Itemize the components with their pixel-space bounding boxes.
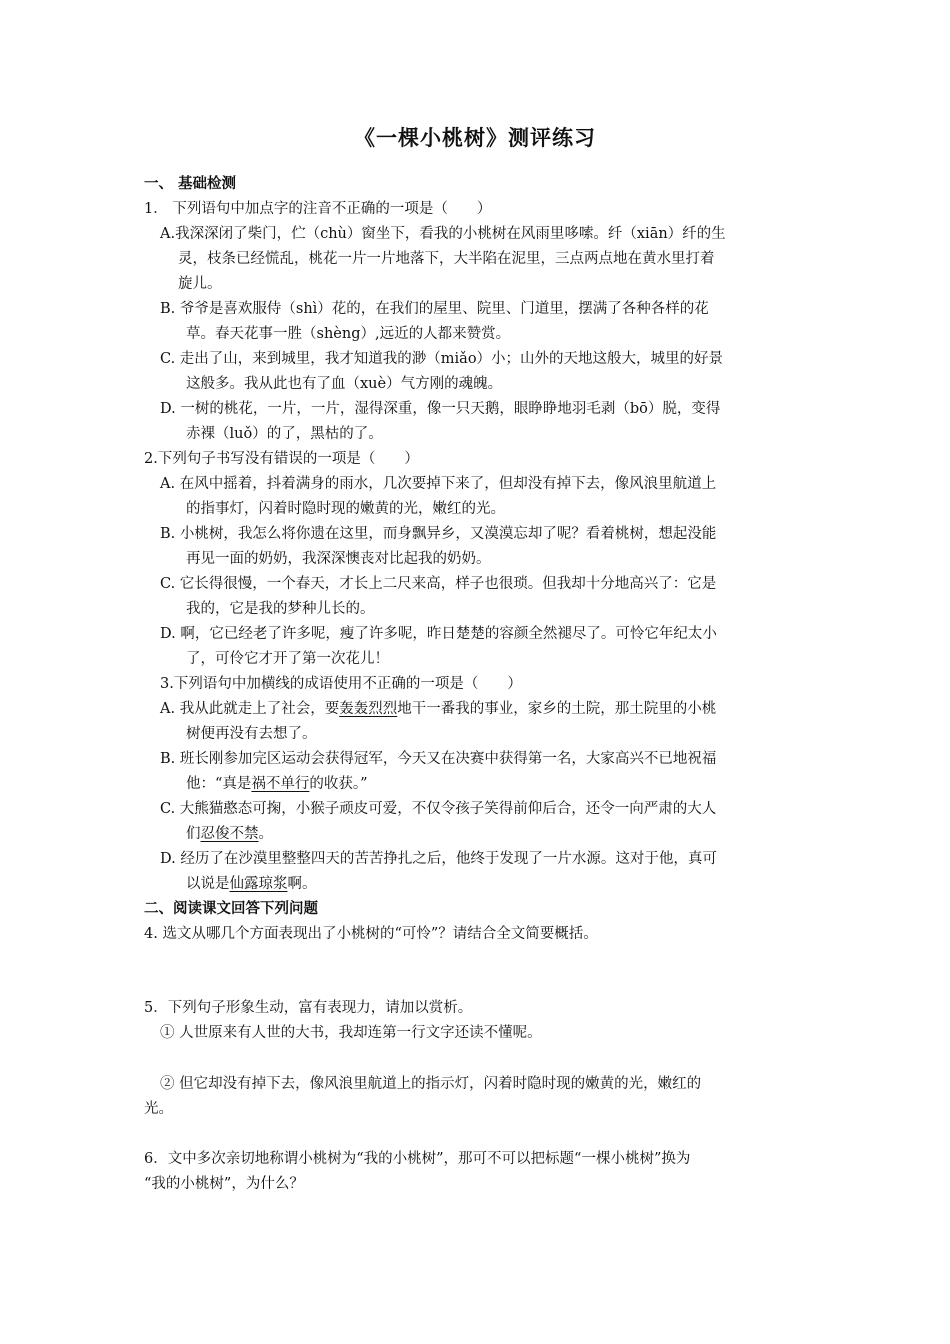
question-3-option-b: B. 班长刚参加完区运动会获得冠军，今天又在决赛中获得第一名，大家高兴不已地祝福 — [160, 751, 717, 767]
question-2-option-d-line2: 了，可伶它才开了第一次花儿！ — [186, 651, 389, 667]
question-2-option-b: B. 小桃树，我怎么将你遗在这里，而身飘异乡，又漠漠忘却了呢？看着桃树，想起没能 — [160, 526, 717, 542]
question-6-line2: “我的小桃树”，为什么？ — [144, 1176, 304, 1192]
question-3-option-a — [160, 699, 716, 719]
question-3-stem: 3.下列语句中加横线的成语使用不正确的一项是（ ） — [160, 676, 522, 692]
option-text: A. 我从此就走上了社会，要 — [160, 701, 340, 717]
underlined-idiom: 轰轰烈烈 — [339, 701, 398, 717]
section-heading-reading: 二、阅读课文回答下列问题 — [144, 901, 318, 917]
question-3-option-c-line2 — [186, 824, 273, 844]
option-text: 啊。 — [287, 876, 317, 892]
question-3-option-d-line2 — [186, 874, 317, 894]
question-1-option-b-line2: 草。春天花事一胜（shèng）,远近的人都来赞赏。 — [186, 326, 511, 342]
option-text: 他：“真是 — [186, 776, 252, 792]
underlined-idiom: 忍俊不禁 — [200, 826, 259, 842]
question-3-option-c: C. 大熊猫憨态可掬，小猴子顽皮可爱，不仅令孩子笑得前仰后合，还令一向严肃的大人 — [160, 801, 717, 817]
question-3-option-b-line2 — [186, 774, 368, 794]
question-5-sentence-2: ② 但它却没有掉下去，像风浪里航道上的指示灯，闪着时隐时现的嫩黄的光，嫩红的 — [160, 1076, 702, 1092]
section-heading-basic: 一、 基础检测 — [144, 176, 237, 192]
question-5-sentence-1: ① 人世原来有人世的大书，我却连第一行文字还读不懂呢。 — [160, 1025, 542, 1041]
question-2-option-a: A. 在风中摇着，抖着满身的雨水，几次要掉下来了，但却没有掉下去，像风浪里航道上 — [160, 476, 717, 492]
question-1-option-d-line2: 赤裸（luǒ）的了，黑枯的了。 — [186, 426, 383, 442]
question-1-option-a: A.我深深闭了柴门，伫（chù）窗坐下，看我的小桃树在风雨里哆嗦。纤（xiān）纤的生 — [160, 226, 726, 242]
question-3-option-d: D. 经历了在沙漠里整整四天的苦苦挣扎之后，他终于发现了一片水源。这对于他，真可 — [160, 851, 717, 867]
question-1-option-d: D. 一树的桃花，一片，一片，湿得深重，像一只天鹅，眼睁睁地羽毛剥（bō）脱，变得 — [160, 401, 721, 417]
underlined-idiom: 仙露琼浆 — [229, 876, 288, 892]
question-2-option-b-line2: 再见一面的奶奶，我深深懊丧对比起我的奶奶。 — [186, 551, 491, 567]
question-4: 4. 选文从哪几个方面表现出了小桃树的“可怜”？请结合全文简要概括。 — [144, 926, 598, 942]
question-2-option-d: D. 啊，它已经老了许多呢，瘦了许多呢，昨日楚楚的容颜全然褪尽了。可怜它年纪太小 — [160, 626, 717, 642]
question-2-option-c: C. 它长得很慢，一个春天，才长上二尺来高，样子也很琐。但我却十分地高兴了：它是 — [160, 576, 717, 592]
question-1-option-c: C. 走出了山，来到城里，我才知道我的渺（miǎo）小；山外的天地这般大，城里的好景 — [160, 351, 724, 367]
option-text: 地干一番我的事业，家乡的土院，那土院里的小桃 — [397, 701, 717, 717]
underlined-idiom: 祸不单行 — [251, 776, 310, 792]
question-2-stem: 2.下列句子书写没有错误的一项是（ ） — [144, 451, 419, 467]
question-1-option-b: B. 爷爷是喜欢服侍（shì）花的，在我们的屋里、院里、门道里，摆满了各种各样的花 — [160, 301, 709, 317]
option-text: 们 — [186, 826, 201, 842]
option-text: 以说是 — [186, 876, 230, 892]
question-5-stem: 5．下列句子形象生动，富有表现力，请加以赏析。 — [144, 1000, 473, 1016]
option-text: 。 — [258, 826, 273, 842]
question-1-stem: 1． 下列语句中加点字的注音不正确的一项是（ ） — [144, 201, 492, 217]
question-3-option-a-line2: 树便再没有去想了。 — [186, 726, 317, 742]
page-title: 《一棵小桃树》测评练习 — [354, 126, 596, 150]
question-2-option-a-line2: 的指事灯，闪着时隐时现的嫩黄的光，嫩红的光。 — [186, 501, 505, 517]
question-6: 6．文中多次亲切地称谓小桃树为“我的小桃树”，那可不可以把标题“一棵小桃树”换为 — [144, 1151, 691, 1167]
option-text: 的收获。” — [309, 776, 368, 792]
question-5-sentence-2-line2: 光。 — [144, 1101, 173, 1117]
question-2-option-c-line2: 我的，它是我的梦种儿长的。 — [186, 601, 375, 617]
question-1-option-a-line2: 灵，枝条已经慌乱，桃花一片一片地落下，大半陷在泥里，三点两点地在黄水里打着 — [178, 251, 715, 267]
question-1-option-a-line3: 旋儿。 — [178, 276, 222, 292]
question-1-option-c-line2: 这般多。我从此也有了血（xuè）气方刚的魂魄。 — [186, 376, 503, 392]
